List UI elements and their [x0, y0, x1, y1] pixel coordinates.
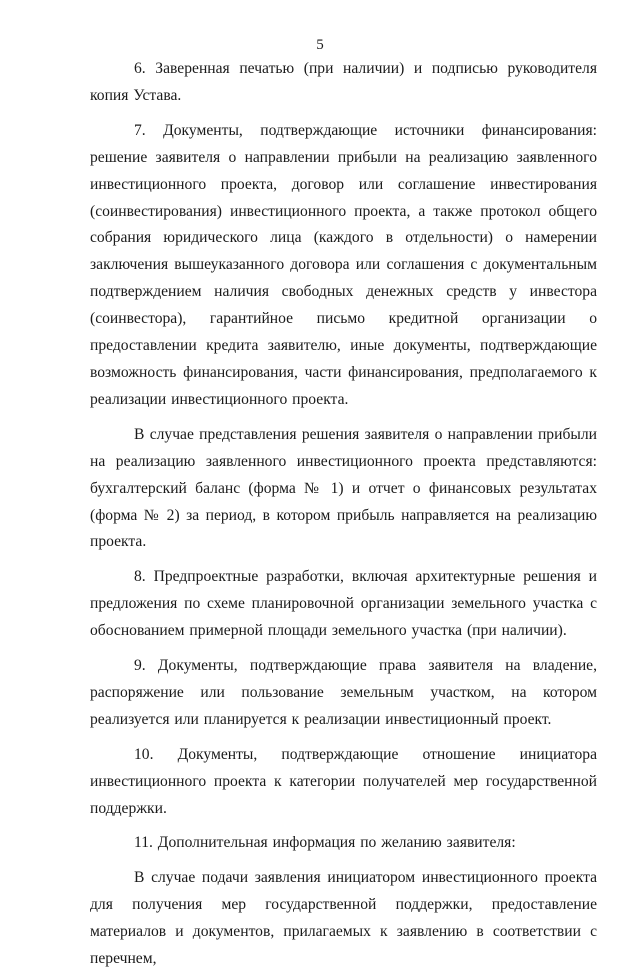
paragraph-item-7: 7. Документы, подтверждающие источники финансирования: решение заявителя о направлении прибыли на реализацию заявленного инвестиционного проекта, договор или соглашение инвестирования (соинвестирования) инвестиционного проекта, а также протокол общего собрания юридического лица (каждого в отдельности) о намерении заключения вышеуказанного договора или соглашения с документальным подтверждением наличия свободных денежных средств у инвестора (соинвестора), гарантийное письмо кредитной организации о предоставлении кредита заявителю, иные документы, подтверждающие возможность финансирования, части финансирования, предполагаемого к реализации инвестиционного проекта. [90, 121, 597, 408]
paragraph-item-10: 10. Документы, подтверждающие отношение инициатора инвестиционного проекта к категории получателей мер государственной поддержки. [90, 745, 597, 817]
paragraph-state-support: В случае подачи заявления инициатором инвестиционного проекта для получения мер государственной поддержки, предоставление материалов и документов, прилагаемых к заявлению в соответствии с перечнем, [90, 869, 597, 968]
page-number: 5 [316, 37, 324, 53]
paragraph-item-8: 8. Предпроектные разработки, включая архитектурные решения и предложения по схеме планировочной организации земельного участка с обоснованием примерной площади земельного участка (при наличии). [90, 568, 597, 640]
paragraph-item-11: 11. Дополнительная информация по желанию заявителя: [134, 834, 516, 852]
paragraph-profit-decision: В случае представления решения заявителя о направлении прибыли на реализацию заявленного инвестиционного проекта представляются: бухгалтерский баланс (форма № 1) и отчет о финансовых результатах (форма № 2) за период, в котором прибыль направляется на реализацию проекта. [90, 425, 597, 551]
document-body [90, 56, 597, 973]
paragraph-item-6: 6. Заверенная печатью (при наличии) и подписью руководителя копия Устава. [90, 60, 597, 104]
paragraph-item-9: 9. Документы, подтверждающие права заявителя на владение, распоряжение или пользование земельным участком, на котором реализуется или планируется к реализации инвестиционный проект. [90, 657, 597, 728]
